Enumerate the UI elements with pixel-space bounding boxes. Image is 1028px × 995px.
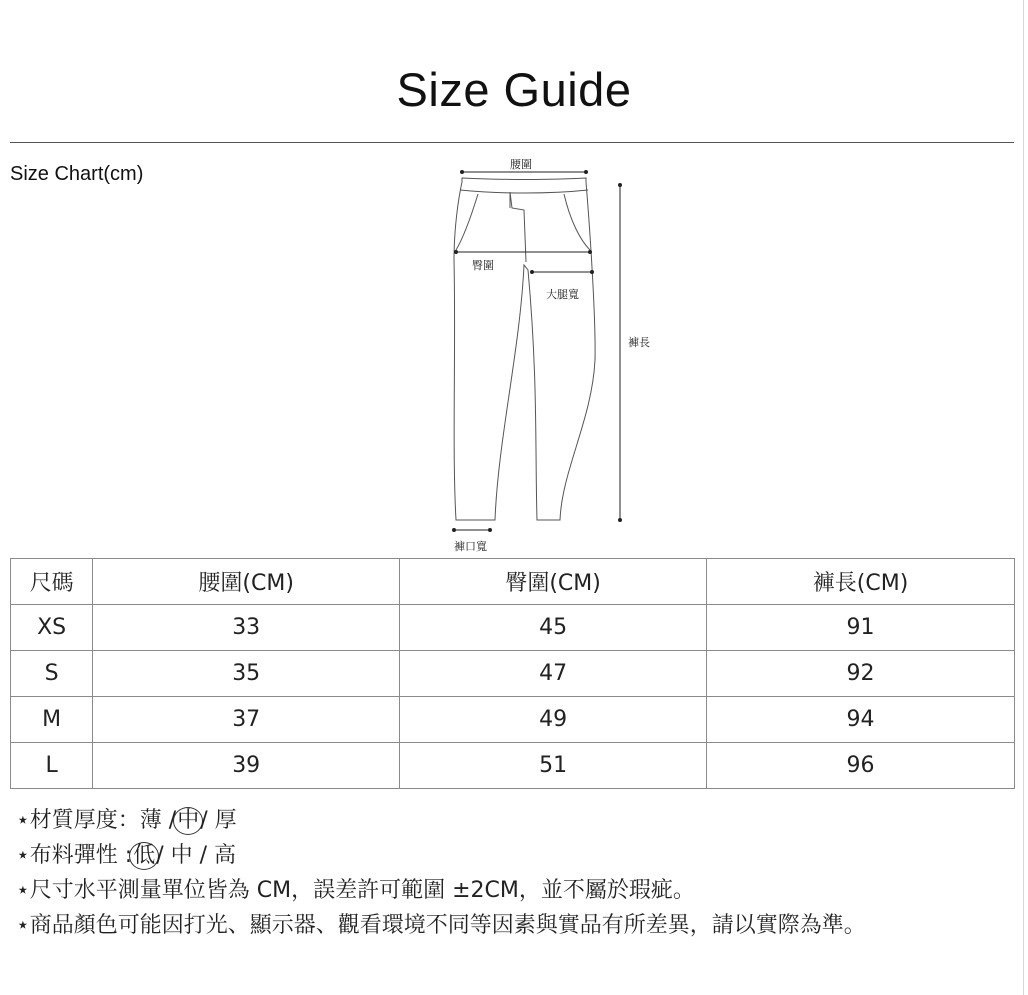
thigh-label: 大腿寬 [546, 288, 579, 301]
length-label: 褲長 [628, 336, 650, 349]
right-pocket [564, 194, 590, 250]
cell-length: 96 [707, 743, 1015, 789]
cell-hip: 47 [400, 651, 707, 697]
left-pocket [456, 194, 478, 250]
waist-label: 腰圍 [510, 158, 532, 171]
hem-label: 褲口寬 [454, 540, 487, 553]
size-chart-subtitle: Size Chart(cm) [10, 163, 144, 185]
waistband-line [460, 190, 588, 193]
note-elasticity-prefix: ⋆布料彈性 : [16, 843, 133, 868]
notes-section [16, 803, 866, 943]
header-hip: 臀圍(CM) [400, 559, 707, 605]
cell-hip: 51 [400, 743, 707, 789]
size-table-header-row [11, 559, 1015, 605]
cell-hip: 45 [400, 605, 707, 651]
table-row [11, 651, 1015, 697]
table-row [11, 697, 1015, 743]
note-measurement: ⋆尺寸水平測量單位皆為 CM，誤差許可範圍 ±2CM，並不屬於瑕疵。 [16, 878, 695, 903]
note-thickness [16, 803, 866, 838]
thickness-selected-circle: 中 [173, 807, 203, 835]
page-title: Size Guide [396, 63, 632, 116]
table-row [11, 605, 1015, 651]
cell-waist: 35 [93, 651, 400, 697]
header-size: 尺碼 [11, 559, 93, 605]
elasticity-selected-circle: 低 [129, 842, 159, 870]
cell-hip: 49 [400, 697, 707, 743]
cell-size: L [11, 743, 93, 789]
note-color: ⋆商品顏色可能因打光、顯示器、觀看環境不同等因素與實品有所差異，請以實際為準。 [16, 913, 866, 938]
size-table [10, 558, 1015, 789]
cell-waist: 33 [93, 605, 400, 651]
cell-size: XS [11, 605, 93, 651]
hip-label: 臀圍 [472, 259, 494, 272]
cell-length: 91 [707, 605, 1015, 651]
note-elasticity-suffix: / 中 / 高 [156, 843, 237, 868]
cell-waist: 39 [93, 743, 400, 789]
header-length: 褲長(CM) [707, 559, 1015, 605]
pants-diagram-svg [440, 150, 670, 560]
cell-size: M [11, 697, 93, 743]
cell-length: 94 [707, 697, 1015, 743]
cell-waist: 37 [93, 697, 400, 743]
table-row [11, 743, 1015, 789]
header-waist: 腰圍(CM) [93, 559, 400, 605]
pants-measurement-diagram [440, 150, 670, 560]
page-edge-line [1023, 0, 1024, 995]
title-divider [10, 142, 1014, 143]
note-thickness-prefix: ⋆材質厚度：薄 / [16, 808, 177, 833]
note-elasticity [16, 838, 866, 873]
cell-size: S [11, 651, 93, 697]
note-thickness-suffix: / 厚 [200, 808, 237, 833]
cell-length: 92 [707, 651, 1015, 697]
